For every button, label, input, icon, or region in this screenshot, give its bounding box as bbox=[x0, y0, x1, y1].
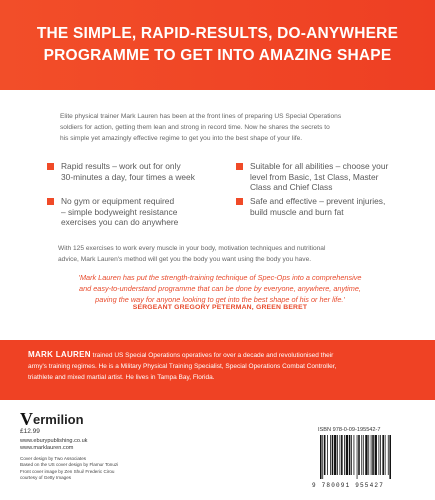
barcode-bar bbox=[322, 435, 323, 479]
barcode-bar bbox=[320, 435, 322, 479]
barcode-bar bbox=[327, 435, 328, 475]
barcode-bar bbox=[385, 435, 386, 475]
barcode-bar bbox=[351, 435, 352, 475]
barcode-bar bbox=[344, 435, 345, 475]
barcode-bar bbox=[354, 435, 355, 475]
barcode-bar bbox=[375, 435, 377, 475]
intro-line: his simple yet amazingly effective regime to get you into the best shape of your life. bbox=[60, 135, 303, 143]
price: £12.99 bbox=[20, 428, 40, 435]
barcode-bar bbox=[346, 435, 348, 475]
barcode-bar bbox=[358, 435, 360, 475]
bullet-item: Suitable for all abilities – choose your level from Basic, 1st Class, Master Class and Chief Class bbox=[236, 161, 426, 193]
barcode-bar bbox=[371, 435, 372, 475]
headline-line-2: PROGRAMME TO GET INTO AMAZING SHAPE bbox=[43, 47, 392, 64]
quote-line: 'Mark Lauren has put the strength-training technique of Spec-Ops into a comprehensive bbox=[78, 273, 362, 282]
barcode-bar bbox=[380, 435, 381, 475]
barcode-bar bbox=[368, 435, 369, 475]
barcode-bar bbox=[332, 435, 334, 475]
logo-initial: V bbox=[20, 409, 33, 429]
barcode-bar bbox=[389, 435, 391, 479]
quote-line: paving the way for anyone looking to get into the best shape of his or her life.' bbox=[95, 295, 345, 305]
vermilion-logo: V ermilion bbox=[20, 409, 84, 429]
publisher-url: www.eburypublishing.co.uk bbox=[20, 438, 88, 444]
header-banner bbox=[0, 0, 435, 90]
author-name: MARK LAUREN bbox=[28, 350, 91, 359]
intro-paragraph bbox=[60, 111, 380, 145]
isbn-barcode bbox=[318, 435, 418, 479]
barcode-bar bbox=[361, 435, 362, 475]
bullet-square-icon bbox=[236, 198, 243, 205]
barcode-bar bbox=[340, 435, 341, 475]
isbn-label: ISBN 978-0-09-195542-7 bbox=[318, 427, 381, 433]
barcode-bar bbox=[379, 435, 380, 475]
barcode-digits: 9 780091 955427 bbox=[312, 482, 385, 489]
bullet-item: No gym or equipment required – simple bodyweight resistance exercises you can do anywhere bbox=[47, 196, 227, 228]
barcode-bar bbox=[337, 435, 338, 475]
quote-line: and easy-to-understand programme that can be done by everyone, anywhere, anytime, bbox=[79, 284, 361, 294]
bullet-square-icon bbox=[47, 163, 54, 170]
barcode-bar bbox=[363, 435, 364, 475]
barcode-bar bbox=[349, 435, 351, 475]
author-bio: MARK LAUREN trained US Special Operations operatives for over a decade and revolutionised their army's training regimes. He is a Military Physical Training Specialist, Special Operations Combat Controller, triathlete and mixed martial artist. He lives in Tampa Bay, Florida. bbox=[28, 350, 337, 381]
quote-author: SERGEANT GREGORY PETERMAN, GREEN BERET bbox=[132, 304, 308, 311]
intro-line: soldiers for action, getting them lean and strong in record time. Now he shares the secrets to bbox=[60, 124, 330, 132]
headline-line-1: THE SIMPLE, RAPID-RESULTS, DO-ANYWHERE bbox=[36, 25, 399, 42]
barcode-bar bbox=[388, 435, 389, 475]
barcode-bar bbox=[372, 435, 374, 475]
barcode-bar bbox=[382, 435, 384, 475]
method-paragraph bbox=[58, 243, 380, 265]
barcode-bar bbox=[365, 435, 367, 475]
barcode-bar bbox=[334, 435, 336, 475]
publisher-links bbox=[20, 438, 87, 452]
bullet-square-icon bbox=[47, 198, 54, 205]
method-line: advice, Mark Lauren's method will get you the body you want using the body you have. bbox=[58, 256, 312, 264]
barcode-bar bbox=[357, 435, 358, 479]
intro-line: Elite physical trainer Mark Lauren has been at the front lines of preparing US Special Operations bbox=[60, 113, 342, 120]
barcode-bar bbox=[341, 435, 343, 475]
bullet-square-icon bbox=[236, 163, 243, 170]
bullet-item: Rapid results – work out for only 30-minutes a day, four times a week bbox=[47, 161, 227, 182]
barcode-bar bbox=[330, 435, 331, 475]
testimonial-quote bbox=[60, 272, 380, 306]
method-line: With 125 exercises to work every muscle in your body, motivation techniques and nutritional bbox=[58, 245, 326, 252]
author-url: www.marklauren.com bbox=[20, 445, 74, 451]
bullet-item: Safe and effective – prevent injuries, build muscle and burn fat bbox=[236, 196, 426, 217]
cover-credits: Cover design by Two Associates Based on the US cover design by Flamur Tonuzi Front cover image by Zen Shui/ Frederic Cirou courtesy of Getty Images bbox=[20, 456, 119, 481]
barcode-bar bbox=[324, 435, 326, 475]
